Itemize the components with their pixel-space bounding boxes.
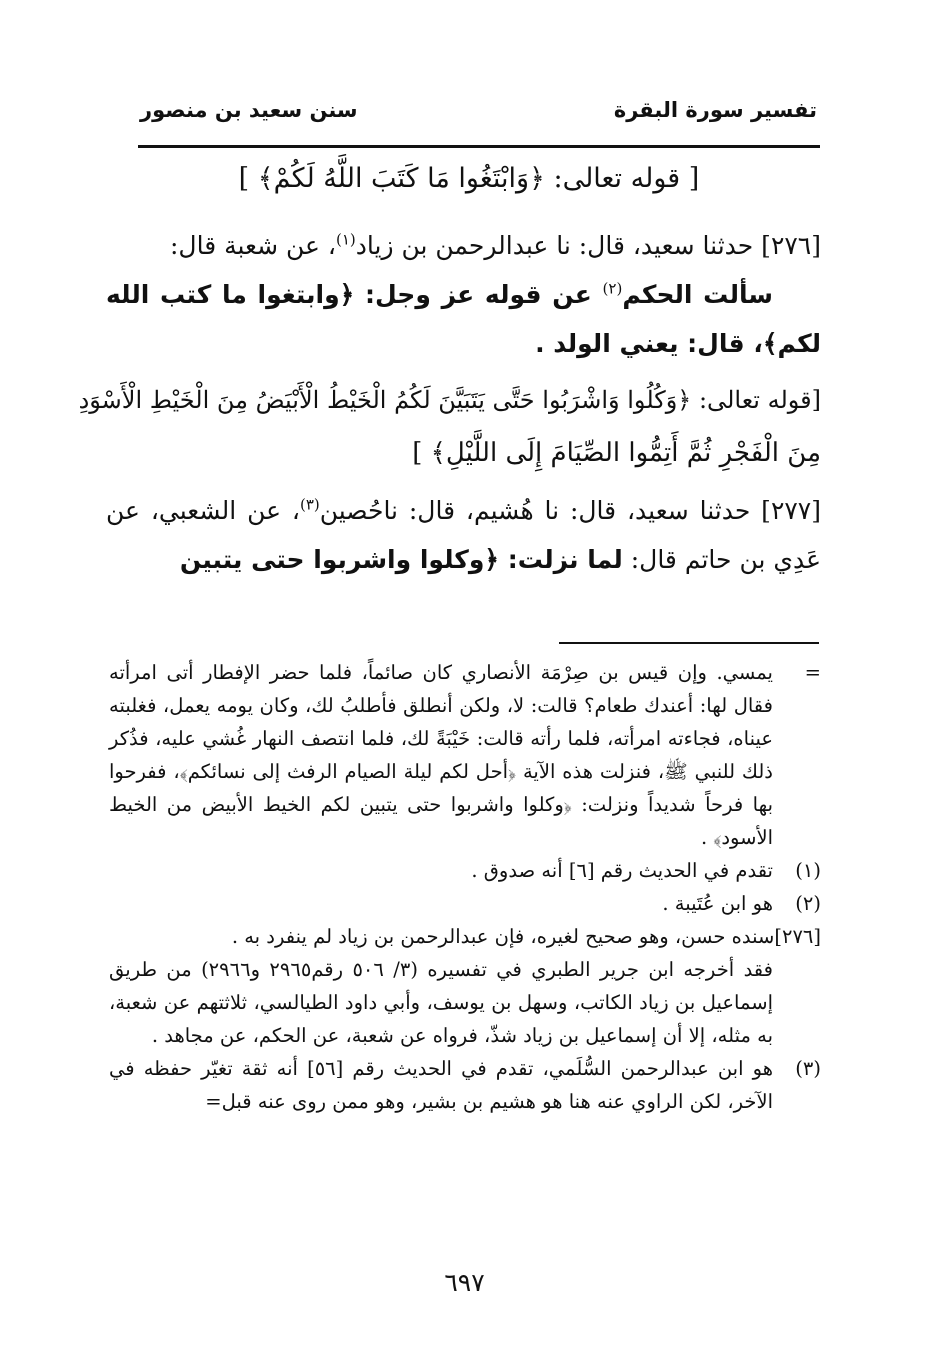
- footnote-3-marker: (٣): [795, 1057, 821, 1080]
- hadith-276-isnad-end: ، عن شعبة قال:: [169, 231, 336, 260]
- takhrij-276-rest: فقد أخرجه ابن جرير الطبري في تفسيره (٣/ ٥٠٦ رقم٢٩٦٥ و٢٩٦٦) من طريق إسماعيل بن زياد الكاتب، وسهل بن يوسف، وأبي داود الطيالسي، ثلاثتهم عن شعبة، به مثله، إلا أن إسماعيل بن زياد شذّ، فرواه عن شعبة، عن الحكم، عن مجاهد .: [109, 958, 773, 1047]
- verse-heading-2: [78, 374, 821, 480]
- footnote-ref-2[interactable]: (٢): [602, 279, 623, 298]
- continuation-mark: =: [804, 661, 821, 684]
- hadith-276-matn: عن قوله عز وجل: ﴿وابتغوا ما كتب الله لكم﴾، قال: يعني الولد .: [106, 280, 821, 358]
- hadith-276: [106, 221, 821, 368]
- hadith-276-isnad: [٢٧٦] حدثنا سعيد، قال: نا عبدالرحمن بن زياد: [355, 231, 821, 260]
- footnote-1-text: تقدم في الحديث رقم [٦] أنه صدوق .: [471, 859, 773, 882]
- footnote-ref-1[interactable]: (١): [335, 230, 356, 249]
- footnote-3: [109, 1052, 821, 1118]
- running-head-surah: تفسير سورة البقرة: [613, 98, 817, 122]
- footnote-1-marker: (١): [795, 859, 821, 882]
- footnote-continuation-text: يمسي. وإن قيس بن صِرْمَة الأنصاري كان صائماً، فلما حضر الإفطار أتى امرأته فقال لها: أعندك طعام؟ قالت: لا، ولكن أنطلق فأطلبُ لك، وكان يومه يعمل، فغلبته عيناه، فجاءته امرأته، فلما رأته قالت: خَيْبَةً لك، فلما انتصف النهار غُشي عليه، فذُكر ذلك للنبي ﷺ، فنزلت هذه الآية ﴿أحل لكم ليلة الصيام الرفث إلى نسائكم﴾، ففرحوا بها فرحاً شديداً ونزلت: ﴿وكلوا واشربوا حتى يتبين لكم الخيط الأبيض من الخيط الأسود﴾ .: [109, 661, 773, 849]
- footnote-2-marker: (٢): [795, 892, 821, 915]
- verse-heading-2-line-2: مِنَ الْفَجْرِ ثُمَّ أَتِمُّوا الصِّيَامَ إِلَى اللَّيْلِ﴾ ]: [412, 438, 821, 468]
- footnote-continuation: [109, 656, 821, 854]
- verse-heading-1: [ قوله تعالى: ﴿وَابْتَغُوا مَا كَتَبَ اللَّهُ لَكُمْ﴾ ]: [238, 163, 700, 194]
- verse-heading-2-line-1: [قوله تعالى: ﴿وَكُلُوا وَاشْرَبُوا حَتَّى يَتَبَيَّنَ لَكُمُ الْخَيْطُ الْأَبْيَضُ مِنَ الْخَيْطِ الْأَسْوَدِ: [78, 386, 821, 414]
- hadith-276-matn-start: سألت الحكم: [622, 280, 773, 309]
- hadith-277-isnad-end: ، عن الشعبي، عن عَدِي بن حاتم قال:: [106, 496, 821, 574]
- footnote-rule: [559, 642, 819, 644]
- takhrij-276: [109, 920, 821, 1052]
- hadith-277: [106, 486, 821, 584]
- header-rule: [138, 145, 820, 148]
- hadith-277-matn: لما نزلت: ﴿وكلوا واشربوا حتى يتبين: [179, 545, 623, 574]
- page-number: ٦٩٧: [444, 1268, 485, 1297]
- footnote-ref-3[interactable]: (٣): [299, 495, 320, 514]
- running-head-book: سنن سعيد بن منصور: [140, 98, 358, 122]
- footnote-2: [109, 887, 821, 920]
- footnote-1: [109, 854, 821, 887]
- hadith-277-isnad: [٢٧٧] حدثنا سعيد، قال: نا هُشيم، قال: ناحُصين: [319, 496, 821, 525]
- takhrij-276-first: [٢٧٦]سنده حسن، وهو صحيح لغيره، فإن عبدالرحمن بن زياد لم ينفرد به .: [231, 925, 821, 948]
- footnote-2-text: هو ابن عُتَيبة .: [662, 892, 773, 915]
- footnotes: [109, 656, 821, 1118]
- footnote-3-text: هو ابن عبدالرحمن السُّلَمي، تقدم في الحديث رقم [٥٦] أنه ثقة تغيّر حفظه في الآخر، لكن الراوي عنه هنا هو هشيم بن بشير، وهو ممن روى عنه قبل=: [109, 1057, 773, 1113]
